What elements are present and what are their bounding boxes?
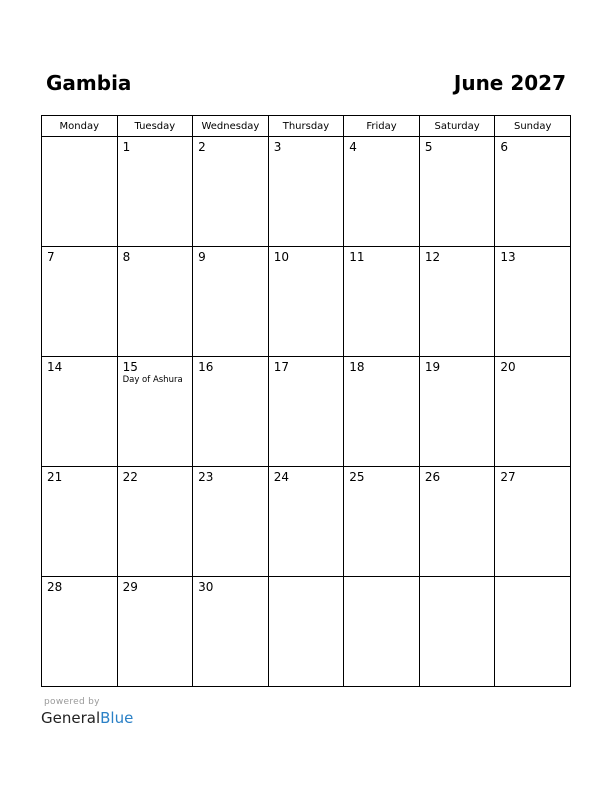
powered-by-label: powered by: [44, 697, 100, 707]
day-number: 16: [198, 360, 214, 374]
day-cell: [117, 137, 193, 247]
brand-name-general: General: [41, 709, 101, 727]
day-cell: [495, 467, 571, 577]
day-cell: [193, 247, 269, 357]
day-number: 28: [47, 580, 63, 594]
day-number: 23: [198, 470, 214, 484]
day-number: 17: [273, 360, 289, 374]
weekday-header: Monday: [42, 116, 118, 137]
day-number: 8: [122, 250, 131, 264]
day-number: 9: [198, 250, 206, 264]
day-cell: [42, 247, 118, 357]
brand-logo: [41, 709, 133, 727]
day-cell: [344, 247, 420, 357]
day-cell: [42, 137, 118, 247]
day-cell: [42, 467, 118, 577]
day-number: 29: [122, 580, 138, 594]
week-row: [42, 247, 571, 357]
week-row: [42, 357, 571, 467]
day-cell: [117, 357, 193, 467]
day-number: 7: [47, 250, 55, 264]
day-number: 24: [273, 470, 289, 484]
day-cell: [419, 577, 495, 687]
day-number: 4: [349, 140, 357, 154]
day-cell: [419, 247, 495, 357]
day-cell: [495, 247, 571, 357]
weekday-header: Thursday: [268, 116, 344, 137]
holiday-label: Day of Ashura: [122, 375, 183, 385]
day-cell: [419, 357, 495, 467]
day-number: 12: [424, 250, 441, 264]
day-cell: [268, 467, 344, 577]
day-number: 30: [198, 580, 214, 594]
brand-footer: [41, 697, 133, 727]
day-cell: [419, 467, 495, 577]
day-number: 18: [349, 360, 365, 374]
day-cell: [344, 577, 420, 687]
week-row: [42, 577, 571, 687]
weekday-header-row: [42, 116, 571, 137]
day-cell: [117, 247, 193, 357]
day-number: 1: [122, 140, 131, 154]
day-number: 25: [349, 470, 365, 484]
day-number: 14: [47, 360, 63, 374]
day-number: 27: [500, 470, 516, 484]
day-cell: [193, 137, 269, 247]
day-number: 22: [122, 470, 138, 484]
day-number: 2: [198, 140, 206, 154]
day-cell: [42, 577, 118, 687]
day-cell: [268, 137, 344, 247]
weekday-header: Wednesday: [193, 116, 269, 137]
day-cell: [193, 467, 269, 577]
day-number: 26: [424, 470, 441, 484]
day-number: 21: [47, 470, 63, 484]
day-cell: [344, 137, 420, 247]
day-cell: [419, 137, 495, 247]
day-number: 15: [122, 360, 138, 374]
day-number: 20: [500, 360, 516, 374]
day-number: 6: [500, 140, 509, 154]
day-cell: [193, 357, 269, 467]
day-number: 10: [273, 250, 289, 264]
weekday-header: Friday: [344, 116, 420, 137]
weekday-header: Tuesday: [117, 116, 193, 137]
day-cell: [268, 577, 344, 687]
brand-name-blue: Blue: [100, 709, 134, 727]
day-cell: [495, 137, 571, 247]
day-cell: [268, 357, 344, 467]
day-number: 11: [349, 250, 365, 264]
week-row: [42, 137, 571, 247]
day-cell: [193, 577, 269, 687]
weekday-header: Sunday: [495, 116, 571, 137]
day-cell: [42, 357, 118, 467]
day-cell: [344, 357, 420, 467]
day-number: 3: [273, 140, 282, 154]
day-number: 13: [500, 250, 516, 264]
day-number: 5: [424, 140, 433, 154]
weekday-header: Saturday: [419, 116, 495, 137]
day-cell: [117, 467, 193, 577]
day-cell: [495, 577, 571, 687]
week-row: [42, 467, 571, 577]
country-title: Gambia: [46, 71, 132, 95]
calendar-grid: [41, 115, 571, 687]
day-number: 19: [424, 360, 441, 374]
day-cell: [117, 577, 193, 687]
day-cell: [495, 357, 571, 467]
day-cell: [268, 247, 344, 357]
day-cell: [344, 467, 420, 577]
month-title: June 2027: [453, 71, 566, 95]
